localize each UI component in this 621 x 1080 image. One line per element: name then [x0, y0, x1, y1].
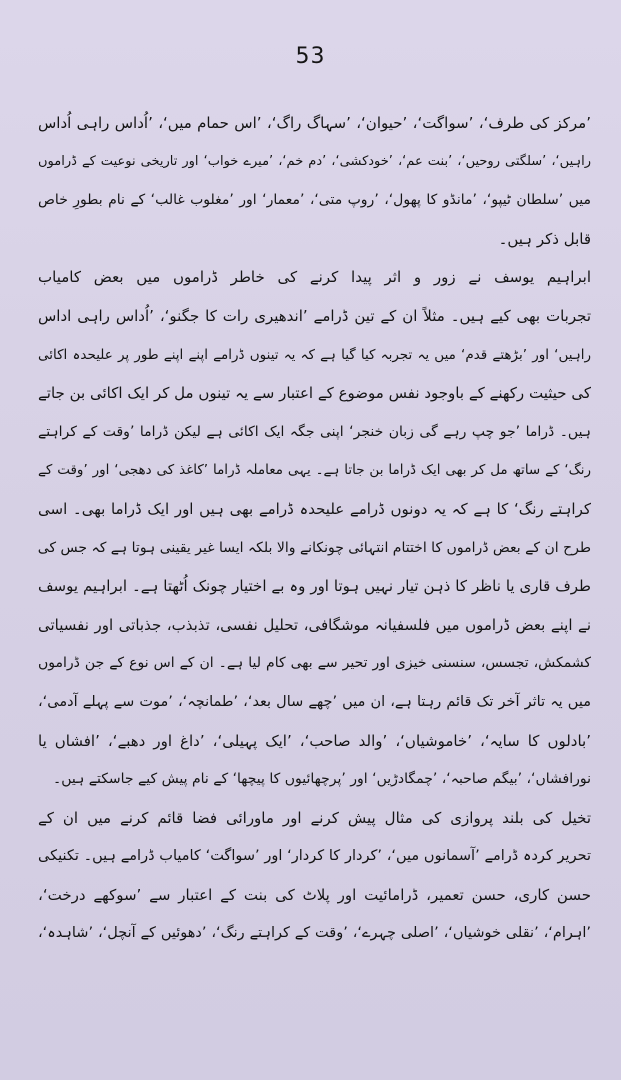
text-line: نورافشاں‘، ’بیگم صاحبہ‘، ’چمگادڑیں‘ اور ’پرچھائیوں کا پیچھا‘ کے نام پیش کیے جاسکتے ہیں۔ — [53, 771, 591, 788]
text-line: میں یہ تاثر آخر تک قائم رہتا ہے، ان میں ’چھے سال بعد‘، ’طمانچہ‘، ’موت سے پہلے آدمی‘، — [38, 693, 591, 710]
text-line: کراہتے رنگ‘ کا ہے کہ یہ دونوں ڈرامے علیحدہ ڈرامے بھی ہیں اور ایک ڈراما بھی۔ اسی — [38, 499, 591, 518]
text-line: طرف قاری یا ناظر کا ذہن تیار نہیں ہوتا اور وہ بے اختیار چونک اُٹھتا ہے۔ ابراہیم یوسف — [38, 577, 591, 596]
text-line: ’مرکز کی طرف‘، ’سواگت‘، ’حیوان‘، ’سہاگ راگ‘، ’اس حمام میں‘، ’اُداس راہی اُداس — [38, 114, 591, 132]
text-line: ’اہرام‘، ’نقلی خوشیاں‘، ’اصلی چہرے‘، ’وقت کے کراہتے رنگ‘، ’دھوئیں کے آنچل‘، ’شاہدہ‘، — [38, 925, 591, 942]
text-line: تخیل کی بلند پروازی کی مثال پیش کرنے اور ماورائی فضا قائم کرنے میں ان کے — [38, 808, 591, 827]
text-line: تحریر کردہ ڈرامے ’آسمانوں میں‘، ’کردار کا کردار‘ اور ’سواگت‘ کامیاب ڈرامے ہیں۔ تکنیکی — [38, 848, 591, 865]
text-line: قابل ذکر ہیں۔ — [498, 229, 591, 248]
text-line: رنگ‘ کے ساتھ مل کر بھی ایک ڈراما بن جاتا ہے۔ یہی معاملہ ڈراما ’کاغذ کی دھجی‘ اور ’وقت کے — [38, 462, 591, 479]
page-body-text — [38, 104, 591, 953]
text-line: کی حیثیت رکھنے کے باوجود نفس موضوع کے اعتبار سے یہ تینوں مل کر ایک اکائی بن جاتے — [38, 384, 591, 403]
text-line: نے اپنے بعض ڈراموں میں فلسفیانہ موشگافی، تحلیل نفسی، تذبذب، جذباتی اور نفسیاتی — [38, 615, 591, 634]
text-line: راہیں‘، ’سلگتی روحیں‘، ’بنت عم‘، ’خودکشی‘، ’دم خم‘، ’میرے خواب‘ اور تاریخی نوعیت کے ڈراموں — [38, 153, 591, 169]
text-line: طرح ان کے بعض ڈراموں کا اختتام انتہائی چونکانے والا بلکہ ایسا غیر یقینی ہوتا ہے کہ جس کی — [38, 539, 591, 556]
text-line: ’بادلوں کا سایہ‘، ’خاموشیاں‘، ’والد صاحب‘، ’ایک پہیلی‘، ’داغ اور دھبے‘، ’افشاں یا — [38, 731, 591, 750]
text-line: راہیں‘ اور ’بڑھتے قدم‘ میں یہ تجربہ کیا گیا ہے کہ یہ تینوں ڈرامے اپنے اپنے طور پر علیحدہ اکائی — [38, 346, 591, 363]
text-line: تجربات بھی کیے ہیں۔ مثلاً ان کے تین ڈرامے ’اندھیری رات کا جگنو‘، ’اُداس راہی اداس — [38, 306, 591, 325]
text-line: حسن کاری، حسن تعمیر، ڈرامائیت اور پلاٹ کی بنت کے اعتبار سے ’سوکھے درخت‘، — [38, 885, 591, 904]
page-number: 53 — [295, 44, 326, 69]
text-line: ہیں۔ ڈراما ’جو چپ رہے گی زبان خنجر‘ اپنی جگہ ایک اکائی ہے لیکن ڈراما ’وقت کے کراہتے — [38, 423, 591, 440]
text-line: میں ’سلطان ٹیپو‘، ’مانڈو کا پھول‘، ’روپ متی‘، ’معمار‘ اور ’مغلوب غالب‘ کے نام بطورِ خاص — [38, 192, 591, 209]
text-line: کشمکش، تجسس، سنسنی خیزی اور تحیر سے بھی کام لیا ہے۔ ان کے اس نوع کے جن ڈراموں — [38, 655, 591, 672]
text-line: ابراہیم یوسف نے زور و اثر پیدا کرنے کی خاطر ڈراموں میں بعض کامیاب — [38, 268, 591, 287]
